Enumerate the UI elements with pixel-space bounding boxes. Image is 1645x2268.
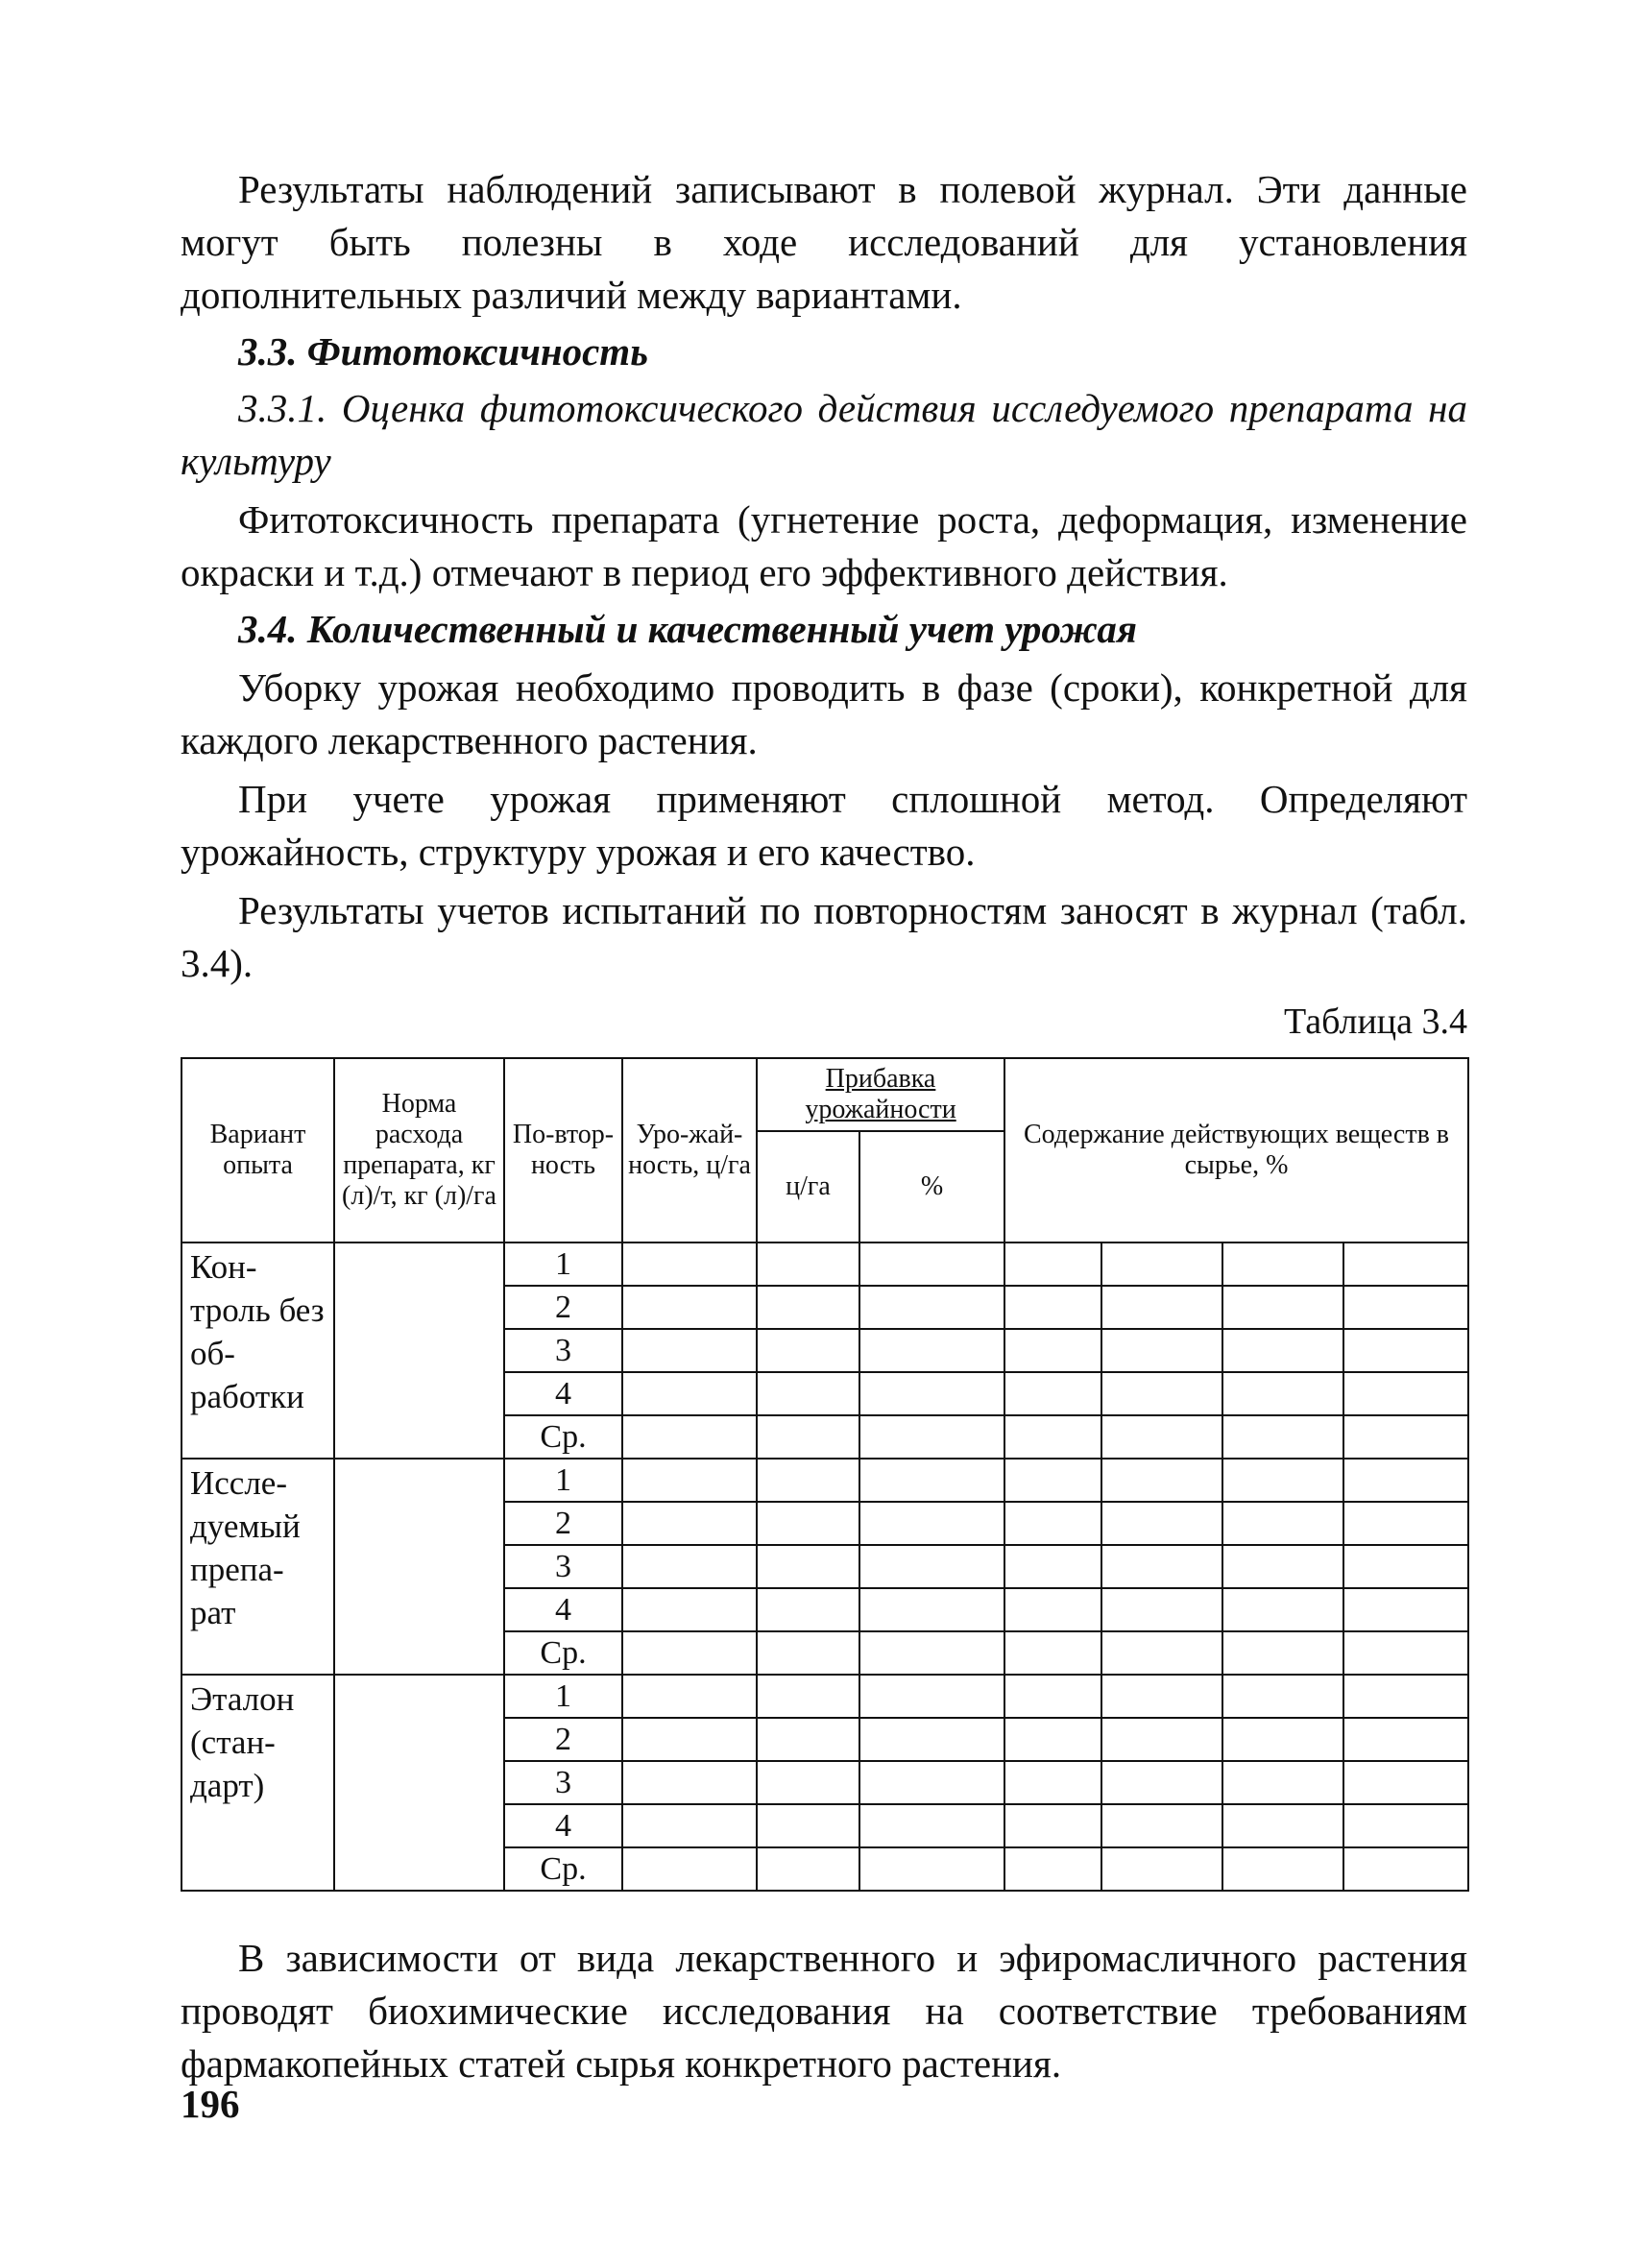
- empty-cell: [1222, 1761, 1343, 1804]
- empty-cell: [1343, 1286, 1468, 1329]
- table-row: [181, 1243, 1468, 1286]
- header-repeat: По-втор-ность: [504, 1058, 622, 1243]
- empty-cell: [1343, 1372, 1468, 1415]
- empty-cell: [622, 1243, 757, 1286]
- empty-cell: [859, 1459, 1004, 1502]
- empty-cell: [1101, 1459, 1222, 1502]
- repeat-cell: 2: [504, 1502, 622, 1545]
- empty-cell: [1101, 1804, 1222, 1847]
- table-row: [181, 1459, 1468, 1502]
- variant-cell: Кон-троль без об-работки: [181, 1243, 334, 1459]
- repeat-cell: 3: [504, 1761, 622, 1804]
- empty-cell: [1343, 1459, 1468, 1502]
- empty-cell: [1343, 1502, 1468, 1545]
- empty-cell: [1343, 1761, 1468, 1804]
- empty-cell: [1101, 1631, 1222, 1675]
- empty-cell: [1101, 1761, 1222, 1804]
- norm-cell: [334, 1675, 504, 1891]
- empty-cell: [859, 1372, 1004, 1415]
- empty-cell: [859, 1847, 1004, 1891]
- empty-cell: [622, 1459, 757, 1502]
- empty-cell: [622, 1675, 757, 1718]
- empty-cell: [859, 1761, 1004, 1804]
- page-number: 196: [181, 2082, 240, 2126]
- empty-cell: [1004, 1804, 1101, 1847]
- empty-cell: [757, 1718, 859, 1761]
- empty-cell: [1101, 1243, 1222, 1286]
- empty-cell: [1101, 1675, 1222, 1718]
- repeat-cell: 1: [504, 1243, 622, 1286]
- empty-cell: [1222, 1847, 1343, 1891]
- empty-cell: [1222, 1286, 1343, 1329]
- empty-cell: [1343, 1588, 1468, 1631]
- empty-cell: [1004, 1415, 1101, 1459]
- empty-cell: [1004, 1545, 1101, 1588]
- empty-cell: [1343, 1329, 1468, 1372]
- empty-cell: [757, 1761, 859, 1804]
- results-table: [181, 1057, 1469, 1892]
- empty-cell: [622, 1286, 757, 1329]
- empty-cell: [757, 1502, 859, 1545]
- empty-cell: [757, 1286, 859, 1329]
- empty-cell: [859, 1588, 1004, 1631]
- empty-cell: [1101, 1502, 1222, 1545]
- empty-cell: [1343, 1804, 1468, 1847]
- empty-cell: [1101, 1372, 1222, 1415]
- empty-cell: [622, 1588, 757, 1631]
- norm-cell: [334, 1459, 504, 1675]
- paragraph-observations: Результаты наблюдений записывают в полевой журнал. Эти данные могут быть полезны в ходе исследований для установления дополнительных различий между вариантами.: [181, 167, 1467, 317]
- empty-cell: [622, 1545, 757, 1588]
- empty-cell: [1101, 1545, 1222, 1588]
- empty-cell: [622, 1372, 757, 1415]
- empty-cell: [1101, 1588, 1222, 1631]
- paragraph-phytotoxicity: Фитотоксичность препарата (угнетение роста, деформация, изменение окраски и т.д.) отмечают в период его эффективного действия.: [181, 497, 1467, 594]
- paragraph-biochemistry: В зависимости от вида лекарственного и эфиромасличного растения проводят биохимические исследования на соответствие требованиям фармакопейных статей сырья конкретного растения.: [181, 1936, 1467, 2086]
- empty-cell: [622, 1718, 757, 1761]
- empty-cell: [1004, 1459, 1101, 1502]
- repeat-cell: 2: [504, 1286, 622, 1329]
- repeat-cell: Ср.: [504, 1415, 622, 1459]
- empty-cell: [859, 1502, 1004, 1545]
- empty-cell: [1343, 1675, 1468, 1718]
- empty-cell: [1004, 1588, 1101, 1631]
- empty-cell: [859, 1675, 1004, 1718]
- empty-cell: [1222, 1718, 1343, 1761]
- empty-cell: [859, 1415, 1004, 1459]
- empty-cell: [1101, 1286, 1222, 1329]
- empty-cell: [1101, 1329, 1222, 1372]
- empty-cell: [1343, 1415, 1468, 1459]
- empty-cell: [1101, 1415, 1222, 1459]
- repeat-cell: 4: [504, 1372, 622, 1415]
- repeat-cell: 3: [504, 1545, 622, 1588]
- header-yield: Уро-жай-ность, ц/га: [622, 1058, 757, 1243]
- empty-cell: [757, 1329, 859, 1372]
- empty-cell: [1222, 1502, 1343, 1545]
- empty-cell: [1004, 1675, 1101, 1718]
- empty-cell: [757, 1675, 859, 1718]
- repeat-cell: 4: [504, 1588, 622, 1631]
- empty-cell: [757, 1588, 859, 1631]
- empty-cell: [1222, 1329, 1343, 1372]
- empty-cell: [757, 1243, 859, 1286]
- empty-cell: [622, 1631, 757, 1675]
- empty-cell: [1101, 1847, 1222, 1891]
- empty-cell: [859, 1804, 1004, 1847]
- empty-cell: [1004, 1243, 1101, 1286]
- variant-cell: Эталон (стан-дарт): [181, 1675, 334, 1891]
- empty-cell: [1004, 1631, 1101, 1675]
- empty-cell: [1222, 1459, 1343, 1502]
- empty-cell: [1222, 1243, 1343, 1286]
- empty-cell: [1004, 1372, 1101, 1415]
- repeat-cell: 4: [504, 1804, 622, 1847]
- empty-cell: [622, 1804, 757, 1847]
- paragraph-method: При учете урожая применяют сплошной метод. Определяют урожайность, структуру урожая и его качество.: [181, 777, 1467, 874]
- repeat-cell: 1: [504, 1459, 622, 1502]
- repeat-cell: 1: [504, 1675, 622, 1718]
- empty-cell: [1004, 1502, 1101, 1545]
- heading-phytotoxic-assessment: 3.3.1. Оценка фитотоксического действия исследуемого препарата на культуру: [181, 386, 1467, 483]
- empty-cell: [1343, 1847, 1468, 1891]
- empty-cell: [859, 1545, 1004, 1588]
- paragraph-journal: Результаты учетов испытаний по повторностям заносят в журнал (табл. 3.4).: [181, 888, 1467, 985]
- empty-cell: [1222, 1804, 1343, 1847]
- page-body: [181, 163, 1467, 2090]
- empty-cell: [757, 1459, 859, 1502]
- empty-cell: [1004, 1329, 1101, 1372]
- empty-cell: [1004, 1761, 1101, 1804]
- empty-cell: [622, 1847, 757, 1891]
- empty-cell: [859, 1718, 1004, 1761]
- empty-cell: [859, 1243, 1004, 1286]
- empty-cell: [1222, 1588, 1343, 1631]
- empty-cell: [859, 1329, 1004, 1372]
- empty-cell: [622, 1761, 757, 1804]
- empty-cell: [1004, 1718, 1101, 1761]
- header-content: Содержание действующих веществ в сырье, %: [1004, 1058, 1468, 1243]
- repeat-cell: 2: [504, 1718, 622, 1761]
- header-variant: Вариант опыта: [181, 1058, 334, 1243]
- empty-cell: [1222, 1675, 1343, 1718]
- paragraph-harvest: Уборку урожая необходимо проводить в фазе (сроки), конкретной для каждого лекарственного растения.: [181, 665, 1467, 762]
- variant-cell: Иссле-дуемый препа-рат: [181, 1459, 334, 1675]
- empty-cell: [757, 1847, 859, 1891]
- empty-cell: [1101, 1718, 1222, 1761]
- empty-cell: [757, 1804, 859, 1847]
- empty-cell: [1343, 1545, 1468, 1588]
- empty-cell: [757, 1372, 859, 1415]
- norm-cell: [334, 1243, 504, 1459]
- empty-cell: [1222, 1372, 1343, 1415]
- empty-cell: [859, 1286, 1004, 1329]
- empty-cell: [757, 1631, 859, 1675]
- empty-cell: [1222, 1415, 1343, 1459]
- empty-cell: [1222, 1545, 1343, 1588]
- repeat-cell: Ср.: [504, 1631, 622, 1675]
- empty-cell: [1004, 1286, 1101, 1329]
- table-row: [181, 1675, 1468, 1718]
- empty-cell: [1343, 1243, 1468, 1286]
- empty-cell: [757, 1545, 859, 1588]
- heading-yield-accounting: 3.4. Количественный и качественный учет урожая: [238, 607, 1137, 651]
- header-increase: Прибавка урожайности: [757, 1058, 1004, 1131]
- empty-cell: [622, 1502, 757, 1545]
- empty-cell: [1343, 1718, 1468, 1761]
- header-increase-cga: ц/га: [757, 1131, 859, 1243]
- table-caption: Таблица 3.4: [1283, 1001, 1467, 1042]
- empty-cell: [1222, 1631, 1343, 1675]
- empty-cell: [757, 1415, 859, 1459]
- repeat-cell: Ср.: [504, 1847, 622, 1891]
- empty-cell: [622, 1329, 757, 1372]
- empty-cell: [859, 1631, 1004, 1675]
- empty-cell: [1343, 1631, 1468, 1675]
- header-norm: Норма расхода препарата, кг (л)/т, кг (л)/га: [334, 1058, 504, 1243]
- repeat-cell: 3: [504, 1329, 622, 1372]
- header-increase-pct: %: [859, 1131, 1004, 1243]
- empty-cell: [1004, 1847, 1101, 1891]
- heading-phytotoxicity: 3.3. Фитотоксичность: [238, 329, 648, 374]
- empty-cell: [622, 1415, 757, 1459]
